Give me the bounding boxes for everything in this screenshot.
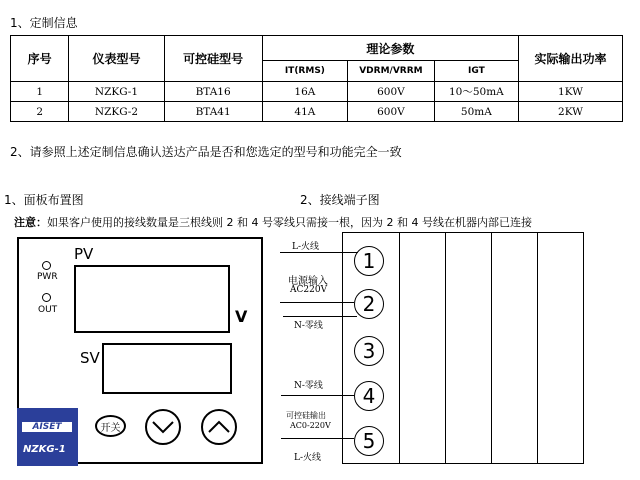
wire-l2 [281,438,354,439]
table-cell: 600V [348,102,435,122]
table-cell: 41A [262,102,347,122]
table-cell: 2KW [519,102,623,122]
label-ac0-220: AC0-220V [290,421,331,430]
terminal-2: 2 [354,289,384,319]
unit-v-label: V [235,307,248,326]
table-cell: 16A [262,82,347,102]
chevron-down-icon [151,419,175,435]
label-l-fire-2: L-火线 [294,453,322,463]
header-theory: 理论参数 [262,36,518,61]
pwr-led-icon [42,261,51,270]
wiring-note [14,214,532,230]
table-row [11,82,623,102]
header-scr-model: 可控硅型号 [164,36,262,82]
logo-text: AISET [22,422,72,432]
sv-display [102,343,232,394]
brand-logo [17,408,78,466]
wire-n2 [281,395,354,396]
table-row [11,102,623,122]
table-cell: BTA41 [164,102,262,122]
chevron-up-icon [207,419,231,435]
table-cell: NZKG-2 [69,102,164,122]
label-n-zero-1: N-零线 [294,321,323,331]
label-ac220: AC220V [290,285,328,295]
label-l-fire-1: L-火线 [292,242,320,252]
sv-label: SV [80,349,100,367]
switch-button[interactable]: 开关 [95,415,126,437]
table-cell: 2 [11,102,69,122]
table-cell: 1 [11,82,69,102]
subheader-it: IT(RMS) [262,61,347,82]
spec-table [10,35,623,122]
label-scr-output: 可控硅输出 [286,411,326,420]
wiring-note-text: 如果客户使用的接线数量是三根线则 2 和 4 号零线只需接一根，因为 2 和 4 号线在机器内部已连接 [47,216,532,229]
wiring-diagram-title: 2、接线端子图 [300,193,380,207]
pv-label: PV [74,245,94,263]
terminal-3: 3 [354,336,384,366]
pv-display [74,265,230,333]
terminal-5: 5 [354,426,384,456]
terminal-1: 1 [354,246,384,276]
label-power-in: 电源输入 [288,276,328,287]
table-cell: 50mA [434,102,518,122]
subheader-igt: IGT [434,61,518,82]
out-led-icon [42,293,51,302]
wire-n1b [283,316,357,317]
wire-n1 [280,302,354,303]
down-button[interactable] [145,409,181,445]
panel-layout-title: 1、面板布置图 [4,193,84,207]
panel-model-text: NZKG-1 [23,444,66,455]
table-cell: 1KW [519,82,623,102]
section-title-custom-info: 1、定制信息 [10,16,78,30]
table-cell: NZKG-1 [69,82,164,102]
confirm-note: 2、请参照上述定制信息确认送达产品是否和您选定的型号和功能完全一致 [10,145,402,159]
pwr-label: PWR [37,272,58,282]
header-index: 序号 [11,36,69,82]
out-label: OUT [38,305,58,315]
table-cell: BTA16 [164,82,262,102]
header-model: 仪表型号 [69,36,164,82]
table-cell: 10～50mA [434,82,518,102]
terminal-4: 4 [354,381,384,411]
up-button[interactable] [201,409,237,445]
wire-l1 [280,252,358,253]
front-panel [17,237,263,464]
label-n-zero-2: N-零线 [294,381,323,391]
subheader-vdrm: VDRM/VRRM [348,61,435,82]
table-cell: 600V [348,82,435,102]
header-power: 实际输出功率 [519,36,623,82]
wiring-note-label: 注意： [14,216,47,229]
